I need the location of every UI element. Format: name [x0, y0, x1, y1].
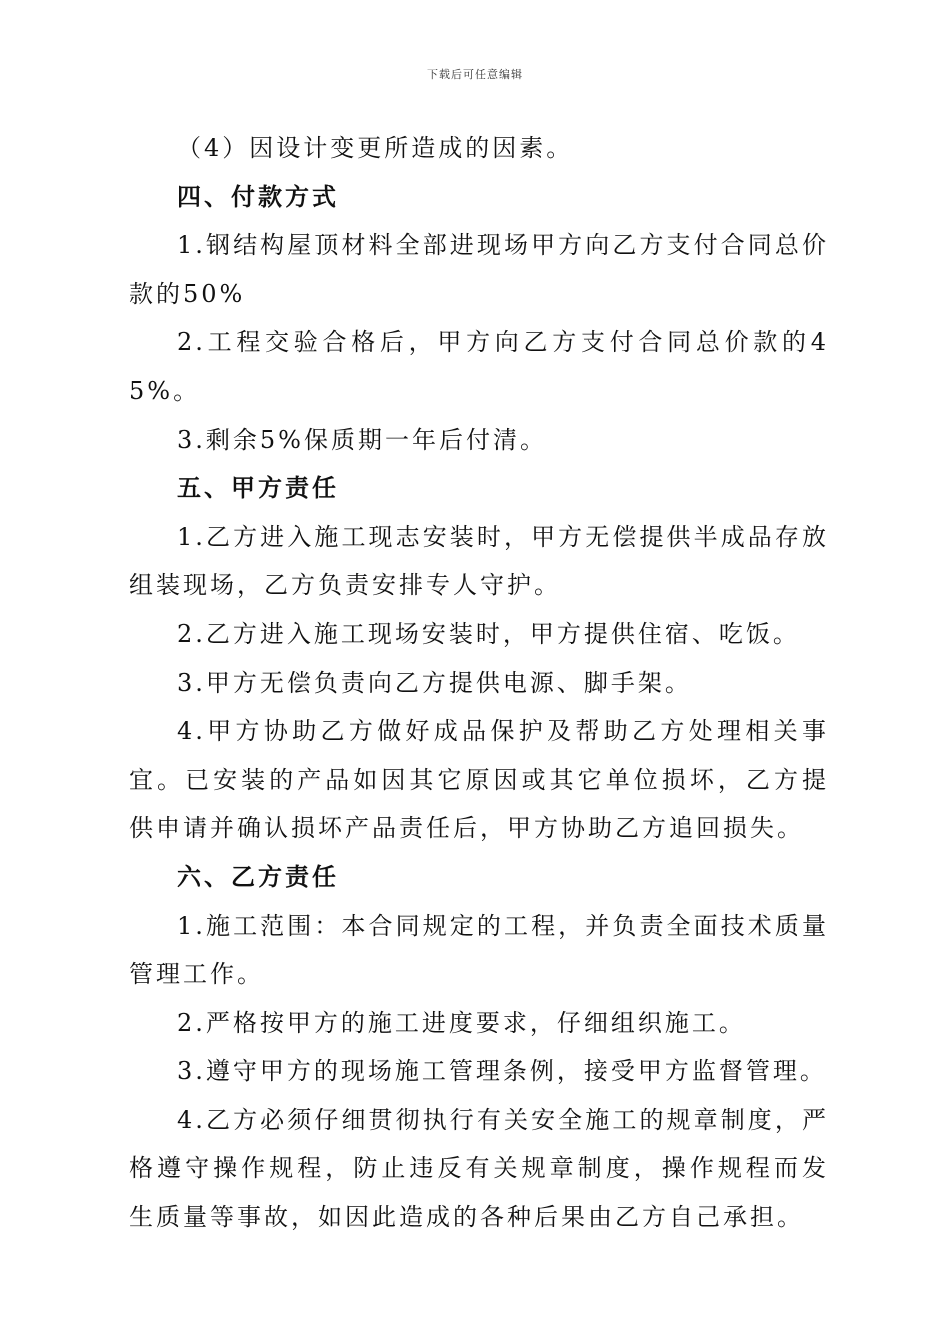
party-b-item-1: 1.施工范围：本合同规定的工程，并负责全面技术质量管理工作。 [129, 911, 829, 989]
party-a-item-2: 2.乙方进入施工现场安装时，甲方提供住宿、吃饭。 [177, 619, 800, 648]
payment-item-3: 3.剩余5%保质期一年后付清。 [177, 425, 547, 454]
party-a-item-3: 3.甲方无偿负责向乙方提供电源、脚手架。 [177, 668, 692, 697]
paragraph-item-4: （4）因设计变更所造成的因素。 [177, 134, 574, 162]
party-b-item-4: 4.乙方必须仔细贯彻执行有关安全施工的规章制度，严格遵守操作规程，防止违反有关规章制度，操作规程而发生质量等事故，如因此造成的各种后果由乙方自己承担。 [129, 1105, 829, 1232]
party-a-item-1: 1.乙方进入施工现志安装时，甲方无偿提供半成品存放组装现场，乙方负责安排专人守护。 [129, 522, 829, 600]
section-heading-payment: 四、付款方式 [177, 182, 339, 211]
payment-item-1: 1.钢结构屋顶材料全部进现场甲方向乙方支付合同总价款的50% [129, 231, 829, 308]
page-header: 下载后可任意编辑 [427, 68, 523, 81]
section-heading-party-a: 五、甲方责任 [177, 474, 339, 503]
party-b-item-3: 3.遵守甲方的现场施工管理条例，接受甲方监督管理。 [177, 1057, 827, 1086]
payment-item-2: 2.工程交验合格后，甲方向乙方支付合同总价款的45%。 [129, 328, 829, 405]
document-body [129, 124, 829, 1242]
section-heading-party-b: 六、乙方责任 [177, 862, 339, 891]
party-a-item-4: 4.甲方协助乙方做好成品保护及帮助乙方处理相关事宜。已安装的产品如因其它原因或其它单位损坏，乙方提供申请并确认损坏产品责任后，甲方协助乙方追回损失。 [129, 717, 829, 843]
party-b-item-2: 2.严格按甲方的施工进度要求，仔细组织施工。 [177, 1008, 746, 1037]
